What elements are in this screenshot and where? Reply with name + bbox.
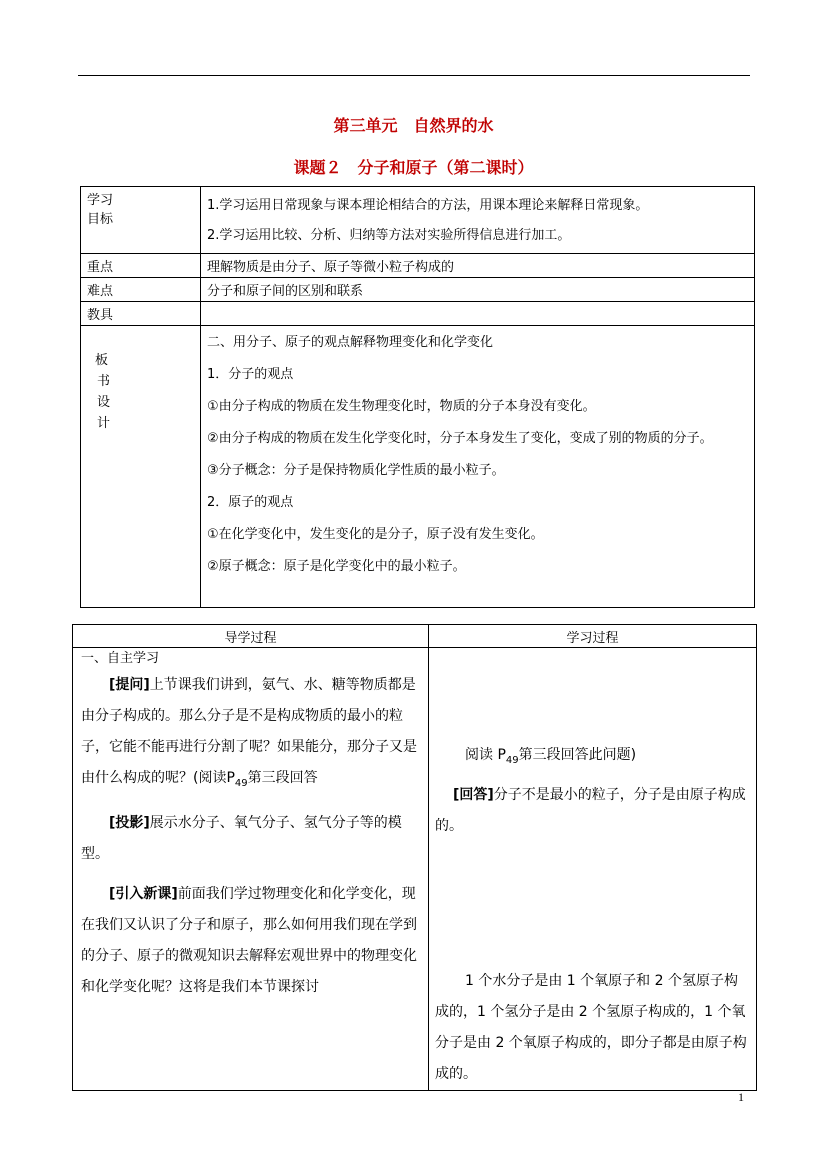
study-header: 学习过程 — [429, 625, 757, 648]
question-paragraph: [提问]上节课我们讲到，氨气、水、糖等物质都是由分子构成的。那么分子是不是构成物质的最小的粒子，它能不能再进行分割了呢？如果能分，那分子又是由什么构成的呢？(阅读$P_{49}$第三段回答 — [81, 677, 417, 789]
difficulty-label: 难点 — [81, 278, 201, 302]
model-paragraph: 1 个水分子是由 1 个氧原子和 2 个氢原子构成的，1 个氢分子是由 2 个氢原子构成的，1 个氧分子是由 2 个氧原子构成的，即分子都是由原子构成的。 — [435, 972, 747, 1082]
goal-1: 1.学习运用日常现象与课本理论相结合的方法，用课本理论来解释日常现象。 — [207, 198, 649, 213]
intro-paragraph: [引入新课]前面我们学过物理变化和化学变化，现在我们又认识了分子和原子，那么如何用我们现在学到的分子、原子的微观知识去解释宏观世界中的物理变化和化学变化呢？这将是我们本节课探讨 — [81, 885, 417, 995]
board-label: 板 书 设 计 — [81, 326, 201, 608]
section-title: 一、自主学习 — [81, 651, 160, 666]
tools-label: 教具 — [81, 302, 201, 326]
board-line: 1．分子的观点 — [207, 367, 294, 382]
key-label: 重点 — [81, 254, 201, 278]
goal-2: 2.学习运用比较、分析、归纳等方法对实验所得信息进行加工。 — [207, 228, 571, 243]
study-cell — [429, 648, 757, 1091]
board-line: ②原子概念：原子是化学变化中的最小粒子。 — [207, 559, 466, 574]
lesson-title: 课题２ 分子和原子（第二课时） — [293, 158, 534, 177]
goal-label: 学习 目标 — [81, 187, 201, 254]
page-number: 1 — [738, 1090, 744, 1104]
board-line: ①在化学变化中，发生变化的是分子，原子没有发生变化。 — [207, 527, 544, 542]
board-design — [201, 326, 755, 608]
key-point: 理解物质是由分子、原子等微小粒子构成的 — [201, 254, 755, 278]
difficulty-point: 分子和原子间的区别和联系 — [201, 278, 755, 302]
tools-value — [201, 302, 755, 326]
process-table — [72, 624, 757, 1091]
guide-cell — [73, 648, 429, 1091]
projection-paragraph: [投影]展示水分子、氧气分子、氢气分子等的模型。 — [81, 814, 402, 862]
answer-paragraph: [回答]分子不是最小的粒子，分子是由原子构成的。 — [435, 786, 746, 834]
goal-cell — [201, 187, 755, 254]
unit-title: 第三单元 自然界的水 — [333, 116, 494, 135]
guide-header: 导学过程 — [73, 625, 429, 648]
board-line: ②由分子构成的物质在发生化学变化时，分子本身发生了变化，变成了别的物质的分子。 — [207, 431, 713, 446]
board-line: ①由分子构成的物质在发生物理变化时，物质的分子本身没有变化。 — [207, 399, 596, 414]
board-line: 二、用分子、原子的观点解释物理变化和化学变化 — [207, 335, 494, 350]
board-line: ③分子概念：分子是保持物质化学性质的最小粒子。 — [207, 463, 505, 478]
lesson-info-table — [80, 186, 755, 608]
header-rule — [78, 75, 750, 76]
reading-note: 阅读 $P_{49}$第三段回答此问题) — [465, 747, 637, 766]
board-line: 2．原子的观点 — [207, 495, 294, 510]
